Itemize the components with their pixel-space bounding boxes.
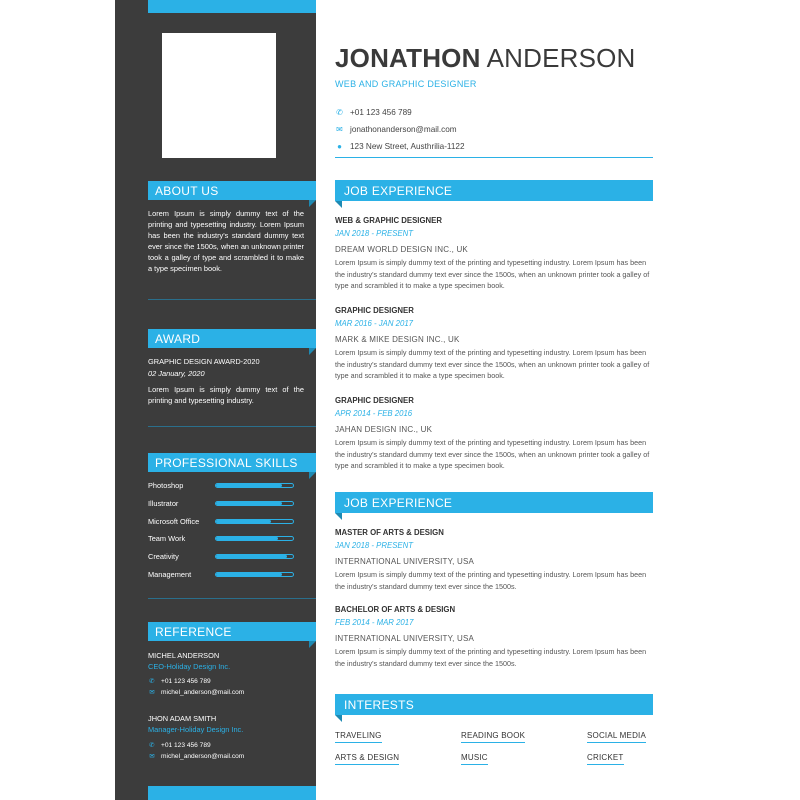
profile-photo-placeholder <box>162 33 276 158</box>
edu-2-description: Lorem Ipsum is simply dummy text of the printing and typesetting industry. Lorem Ipsum has been the industry's standard dummy text ever since the 1500s. <box>335 647 647 668</box>
skill-bar-track <box>215 483 294 488</box>
award-date: 02 January, 2020 <box>148 369 205 378</box>
award-title: GRAPHIC DESIGN AWARD-2020 <box>148 357 260 366</box>
interest-item: ARTS & DESIGN <box>335 753 399 765</box>
education-heading: JOB EXPERIENCE <box>335 492 653 513</box>
edu-2-school: INTERNATIONAL UNIVERSITY, USA <box>335 634 475 643</box>
skill-row <box>148 570 298 580</box>
job-role: WEB AND GRAPHIC DESIGNER <box>335 79 477 89</box>
phone-icon: ✆ <box>336 108 343 117</box>
interest-item: TRAVELING <box>335 731 382 743</box>
edu-1-school: INTERNATIONAL UNIVERSITY, USA <box>335 557 475 566</box>
interest-item: READING BOOK <box>461 731 525 743</box>
job-3-description: Lorem Ipsum is simply dummy text of the printing and typesetting industry. Lorem Ipsum has been the industry's standard dummy text ever since the 1500s, when an unknown printer took a galley of type and scrambled it to make a type specimen book. <box>335 438 650 471</box>
edu-1-date: JAN 2018 - PRESENT <box>335 541 413 550</box>
skill-name: Management <box>148 570 192 579</box>
reference-1-title: CEO-Holiday Design Inc. <box>148 662 231 671</box>
skill-row <box>148 481 298 491</box>
reference-2-phone: ✆ +01 123 456 789 <box>149 742 211 749</box>
last-name: ANDERSON <box>486 43 636 73</box>
job-1-description: Lorem Ipsum is simply dummy text of the printing and typesetting industry. Lorem Ipsum has been the industry's standard dummy text ever since the 1500s, when an unknown printer took a galley of type and scrambled it to make a type specimen book. <box>335 258 650 291</box>
map-pin-icon: ● <box>337 142 342 151</box>
skill-name: Microsoft Office <box>148 516 200 526</box>
phone-icon: ✆ <box>149 742 155 749</box>
skill-bar-fill <box>216 555 287 558</box>
skill-bar-track <box>215 519 294 524</box>
interests-heading: INTERESTS <box>335 694 653 715</box>
award-text: Lorem Ipsum is simply dummy text of the printing and typesetting industry. <box>148 385 304 406</box>
edu-2-title: BACHELOR OF ARTS & DESIGN <box>335 605 456 614</box>
award-heading: AWARD <box>148 329 316 348</box>
skill-bar-fill <box>216 573 282 576</box>
reference-2-name: JHON ADAM SMITH <box>148 714 217 723</box>
reference-heading: REFERENCE <box>148 622 316 641</box>
about-text: Lorem Ipsum is simply dummy text of the printing and typesetting industry. Lorem Ipsum has been the industry's standard dummy text ever since the 1500s, when an unknown printer took a galley of type and scrambled it to make a type specimen book. <box>148 209 304 274</box>
sidebar-divider <box>148 299 316 300</box>
skill-bar-track <box>215 554 294 559</box>
envelope-icon: ✉ <box>149 753 155 760</box>
sidebar-divider <box>148 598 316 599</box>
sidebar-divider <box>148 426 316 427</box>
reference-2-title: Manager-Holiday Design Inc. <box>148 725 244 734</box>
skill-row <box>148 517 298 527</box>
skill-bar-fill <box>216 520 271 523</box>
skill-bar-fill <box>216 484 282 487</box>
edu-1-description: Lorem Ipsum is simply dummy text of the printing and typesetting industry. Lorem Ipsum has been the industry's standard dummy text ever since the 1500s. <box>335 570 647 591</box>
contact-address: ● 123 New Street, Austhrilia-1122 <box>335 142 465 151</box>
reference-1-email: ✉ michel_anderson@mail.com <box>149 689 245 696</box>
skill-bar-track <box>215 536 294 541</box>
job-3-title: GRAPHIC DESIGNER <box>335 396 414 405</box>
job-2-company: MARK & MIKE DESIGN INC., UK <box>335 335 460 344</box>
skill-bar-track <box>215 572 294 577</box>
contact-divider <box>335 157 653 158</box>
interest-item: CRICKET <box>587 753 624 765</box>
interest-item: SOCIAL MEDIA <box>587 731 646 743</box>
job-2-description: Lorem Ipsum is simply dummy text of the printing and typesetting industry. Lorem Ipsum has been the industry's standard dummy text ever since the 1500s, when an unknown printer took a galley of type and scrambled it to make a type specimen book. <box>335 348 650 381</box>
first-name: JONATHON <box>335 43 481 73</box>
job-1-company: DREAM WORLD DESIGN INC., UK <box>335 245 468 254</box>
about-heading: ABOUT US <box>148 181 316 200</box>
contact-email: ✉ jonathonanderson@mail.com <box>336 125 457 134</box>
interest-item: MUSIC <box>461 753 488 765</box>
skill-name: Photoshop <box>148 481 184 490</box>
skill-row <box>148 499 298 509</box>
skill-row <box>148 552 298 562</box>
edu-2-date: FEB 2014 - MAR 2017 <box>335 618 414 627</box>
job-1-date: JAN 2018 - PRESENT <box>335 229 413 238</box>
job-2-date: MAR 2016 - JAN 2017 <box>335 319 414 328</box>
skill-row <box>148 534 298 544</box>
skill-bar-fill <box>216 537 278 540</box>
skill-bar-track <box>215 501 294 506</box>
sidebar-top-accent-bar <box>148 0 316 13</box>
skill-bar-fill <box>216 502 282 505</box>
reference-1-phone: ✆ +01 123 456 789 <box>149 678 211 685</box>
job-3-date: APR 2014 - FEB 2016 <box>335 409 413 418</box>
edu-1-title: MASTER OF ARTS & DESIGN <box>335 528 444 537</box>
job-2-title: GRAPHIC DESIGNER <box>335 306 414 315</box>
skill-name: Creativity <box>148 552 179 562</box>
sidebar-bottom-accent-bar <box>148 786 316 800</box>
full-name <box>335 43 636 74</box>
skills-heading: PROFESSIONAL SKILLS <box>148 453 316 472</box>
envelope-icon: ✉ <box>336 125 343 134</box>
job-3-company: JAHAN DESIGN INC., UK <box>335 425 433 434</box>
skill-name: Illustrator <box>148 498 179 508</box>
job-1-title: WEB & GRAPHIC DESIGNER <box>335 216 442 225</box>
skill-name: Team Work <box>148 534 186 544</box>
reference-1-name: MICHEL ANDERSON <box>148 651 220 660</box>
envelope-icon: ✉ <box>149 689 155 696</box>
reference-2-email: ✉ michel_anderson@mail.com <box>149 753 245 760</box>
job-experience-heading: JOB EXPERIENCE <box>335 180 653 201</box>
contact-phone: ✆ +01 123 456 789 <box>336 108 412 117</box>
phone-icon: ✆ <box>149 678 155 685</box>
